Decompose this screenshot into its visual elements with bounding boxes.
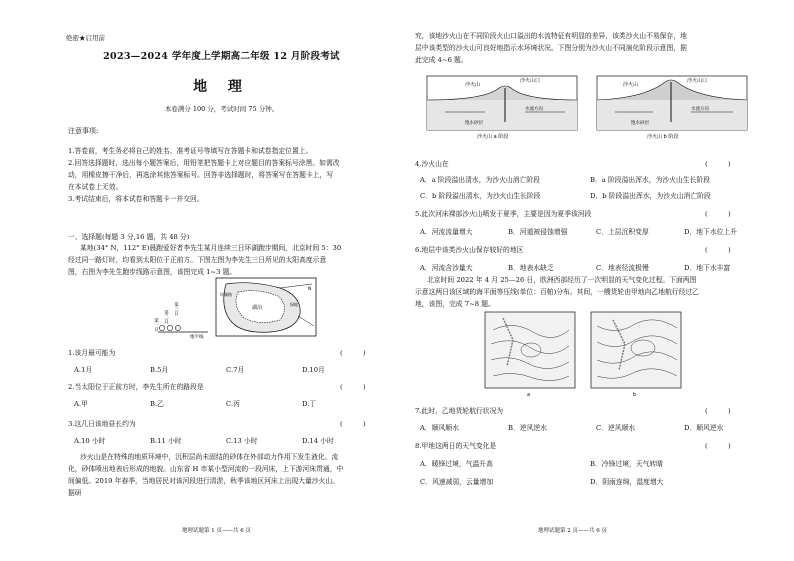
label-green: 绿地 (290, 302, 298, 307)
option[interactable]: D．阴雨连绵，湿度增大 (590, 478, 664, 486)
exam-title: 2023—2024 学年度上学期高二年级 12 月阶段考试 (103, 51, 340, 62)
q3-options (74, 435, 362, 445)
option[interactable]: A.甲 (74, 400, 88, 408)
q4-stem: 4.沙火山在 (415, 160, 449, 168)
passage-line: 究，该地沙火山在不同阶段火山口溢出的水流特征有明显的差异，该类沙火山不易保存，地 (415, 32, 687, 40)
figure-isobar-maps (483, 310, 693, 400)
q6-options (420, 262, 730, 272)
note-line: 在本试卷上无效。 (68, 183, 123, 191)
option[interactable]: B.11 小时 (150, 437, 182, 445)
q1-answer-paren[interactable]: ( ) (340, 349, 366, 357)
passage-line: 某地(34° N，112° E)晨跑爱好者李先生某月连续三日环湖跑步期间，北京时间 5：30 (80, 244, 342, 252)
option[interactable]: B．逆风逆水 (508, 424, 547, 432)
subject-title: 地 理 (193, 79, 250, 95)
isobar-map-b (591, 312, 681, 388)
q2-answer-paren[interactable]: ( ) (340, 383, 366, 391)
q2-stem: 2.当太阳位于正前方时，李先生所在的路段是 (68, 383, 204, 391)
option[interactable]: A．河流含沙量大 (420, 264, 473, 272)
passage-line: 示意这两日该区域的海平面等压线(单位：百帕)分布。其间，一艘货轮由甲地向乙地航行经过乙 (415, 288, 699, 296)
option[interactable]: C．风速减弱，云量增加 (420, 478, 494, 486)
north-arrow-label: N (308, 287, 312, 292)
option[interactable]: B．a 阶段溢出浑水，为沙火山生长阶段 (590, 176, 710, 184)
notes-list (68, 145, 378, 205)
option[interactable]: B.5月 (150, 366, 169, 374)
passage-line: 地，该图，完成 7~8 题。 (415, 300, 495, 308)
notes-heading: 注意事项: (68, 127, 99, 135)
option[interactable]: D．地下水位上升 (684, 228, 738, 236)
option[interactable]: D．顺风逆水 (684, 424, 724, 432)
sun-icon (167, 325, 172, 330)
option[interactable]: B．地表水缺乏 (508, 264, 554, 272)
q4-options-1 (420, 174, 710, 184)
passage-line: 经过同一路灯时，均看到太阳位于正前方。下图左图为李先生三日所见的太阳高度示意 (68, 256, 327, 264)
option[interactable]: A．a 阶段溢出清水，为沙火山消亡阶段 (420, 176, 540, 184)
option[interactable]: D.丁 (302, 400, 317, 408)
label-day3: 第三日 (173, 302, 179, 316)
passage-line: 图，右图为李先生跑步线路示意图，该图完成 1~3 题。 (68, 268, 237, 276)
passage-line: 层中该类型的沙火山可良好地指示水环境状况。下图分别为沙火山不同演化阶段示意图，据 (415, 44, 687, 52)
q6-stem: 6.地层中该类沙火山保存较好的地区 (415, 246, 524, 254)
passage-2 (68, 451, 380, 499)
option[interactable]: B．河道被侵蚀增强 (508, 228, 568, 236)
note-line: 2.回答选择题时，选出每小题答案后，用铅笔把答题卡上对应题目的答案标号涂黑。如需改 (68, 159, 340, 167)
passage-line: 北京时间 2022 年 4 月 25—26 日，欧洲西部经历了一次明显的天气变化过程。下面两图 (427, 276, 697, 284)
passage-line: 据研 (68, 489, 82, 497)
option[interactable]: C．地表径流极慢 (596, 264, 649, 272)
option[interactable]: C．上层沉积变厚 (596, 228, 649, 236)
option[interactable]: A．暖锋过境，气温升高 (420, 460, 493, 468)
footer-right: 地理试题第 2 页——共 6 页 (538, 528, 607, 534)
passage-line: 间偏低。2019 年春季，当地居民对该河段进行清淤，秋季该地区河床上出现大量沙火山。 (68, 477, 339, 485)
label-cone-b: 沙火山 (623, 82, 639, 88)
option[interactable]: C.丙 (226, 400, 240, 408)
q7-answer-paren[interactable]: ( ) (705, 407, 731, 415)
option[interactable]: A．顺风顺水 (420, 424, 459, 432)
figure-sun-route (130, 276, 320, 340)
figure-sand-volcano (425, 70, 750, 142)
q7-options (420, 422, 723, 432)
option[interactable]: A.10 小时 (74, 437, 106, 445)
q5-answer-paren[interactable]: ( ) (705, 210, 731, 218)
option[interactable]: D.10月 (302, 366, 325, 374)
q2-options (74, 398, 362, 408)
caption-map-b: b (633, 392, 637, 398)
q8-options-1 (420, 458, 663, 468)
q4-options-2 (420, 190, 711, 200)
q5-stem: 5.此次河床裸部沙火山喷发于夏季，主要是因为夏季该河段 (415, 210, 592, 218)
passage-3 (415, 274, 780, 310)
option[interactable]: D．地下水丰富 (684, 264, 731, 272)
label-lake: 湖泊 (252, 305, 263, 311)
q1-stem: 1.该月最可能为 (68, 349, 116, 357)
note-line: 1.答卷前，考生务必将自己的姓名、准考证号等填写在答题卡和试卷指定位置上。 (68, 147, 313, 155)
q1-options (74, 364, 362, 374)
q8-options-2 (420, 476, 663, 486)
q6-answer-paren[interactable]: ( ) (705, 246, 731, 254)
label-layer-b: 饱水砂层 (631, 121, 649, 126)
q3-answer-paren[interactable]: ( ) (340, 420, 366, 428)
exam-info: 本卷满分 100 分，考试时间 75 分钟。 (164, 105, 279, 113)
q4-answer-paren[interactable]: ( ) (705, 160, 731, 168)
caption-b: 沙火山 b 阶段 (647, 134, 679, 140)
label-horizon: 地平线 (190, 335, 204, 340)
passage-cont (415, 30, 775, 66)
label-crater: 沙火山口 (520, 78, 541, 84)
sun-icon (159, 325, 164, 330)
label-flow: 水流方向 (525, 107, 543, 112)
passage-1 (68, 242, 380, 278)
sun-icon (175, 325, 180, 330)
note-line: 动，用橡皮擦干净后，再选涂其他答案标号。回答非选择题时，将答案写在答题卡上，写 (68, 171, 334, 179)
passage-line: 此完成 4~6 题。 (415, 56, 468, 64)
q7-stem: 7.此时，乙地货轮航行状况为 (415, 407, 504, 415)
option[interactable]: C．逆风顺水 (596, 424, 636, 432)
footer-left: 地理试题第 1 页——共 6 页 (182, 528, 251, 534)
label-flow-b: 水流方向 (691, 107, 709, 112)
option[interactable]: D．b 阶段溢出浑水，为沙火山消亡阶段 (590, 192, 711, 200)
option[interactable]: A．河流流量增大 (420, 228, 473, 236)
option[interactable]: C.13 小时 (226, 437, 258, 445)
note-line: 3.考试结束后，将本试卷和答题卡一并交回。 (68, 195, 204, 203)
option[interactable]: D.14 小时 (302, 437, 334, 445)
option[interactable]: C.7月 (226, 366, 245, 374)
secret-label: 绝密★启用前 (66, 34, 105, 42)
section-heading: 一、选择题(每题 3 分,16 题，共 48 分) (68, 233, 190, 241)
label-day1: 第一日 (153, 318, 159, 332)
q8-stem: 8.甲地这两日的天气变化是 (415, 442, 497, 450)
q8-answer-paren[interactable]: ( ) (705, 442, 731, 450)
passage-line: 沙火山是在特殊的地质环境中，沉积层尚未固结的砂体在外部动力作用下发生液化、流 (80, 453, 339, 461)
caption-a: 沙火山 a 阶段 (477, 134, 509, 140)
option[interactable]: B.乙 (150, 400, 164, 408)
label-layer: 饱水砂层 (465, 121, 483, 126)
option[interactable]: B．冷锋过境，天气转晴 (590, 460, 663, 468)
label-road: 环湖路 (220, 292, 232, 297)
q5-options (420, 226, 737, 236)
label-crater-b: 沙火山口 (687, 78, 708, 84)
option[interactable]: A.1月 (74, 366, 93, 374)
isobar-map-a (485, 312, 575, 388)
caption-map-a: a (527, 392, 531, 398)
label-cone: 沙火山 (465, 82, 481, 88)
passage-line: 化，砂体喷出地表后形成的地貌。山东省 H 市某小型河流的一段河床，上下游河床贯通，中 (68, 465, 344, 473)
option[interactable]: C．b 阶段溢出清水，为沙火山生长阶段 (420, 192, 541, 200)
q3-stem: 3.这几日该地昼长约为 (68, 420, 136, 428)
label-day2: 第二日 (163, 310, 169, 324)
